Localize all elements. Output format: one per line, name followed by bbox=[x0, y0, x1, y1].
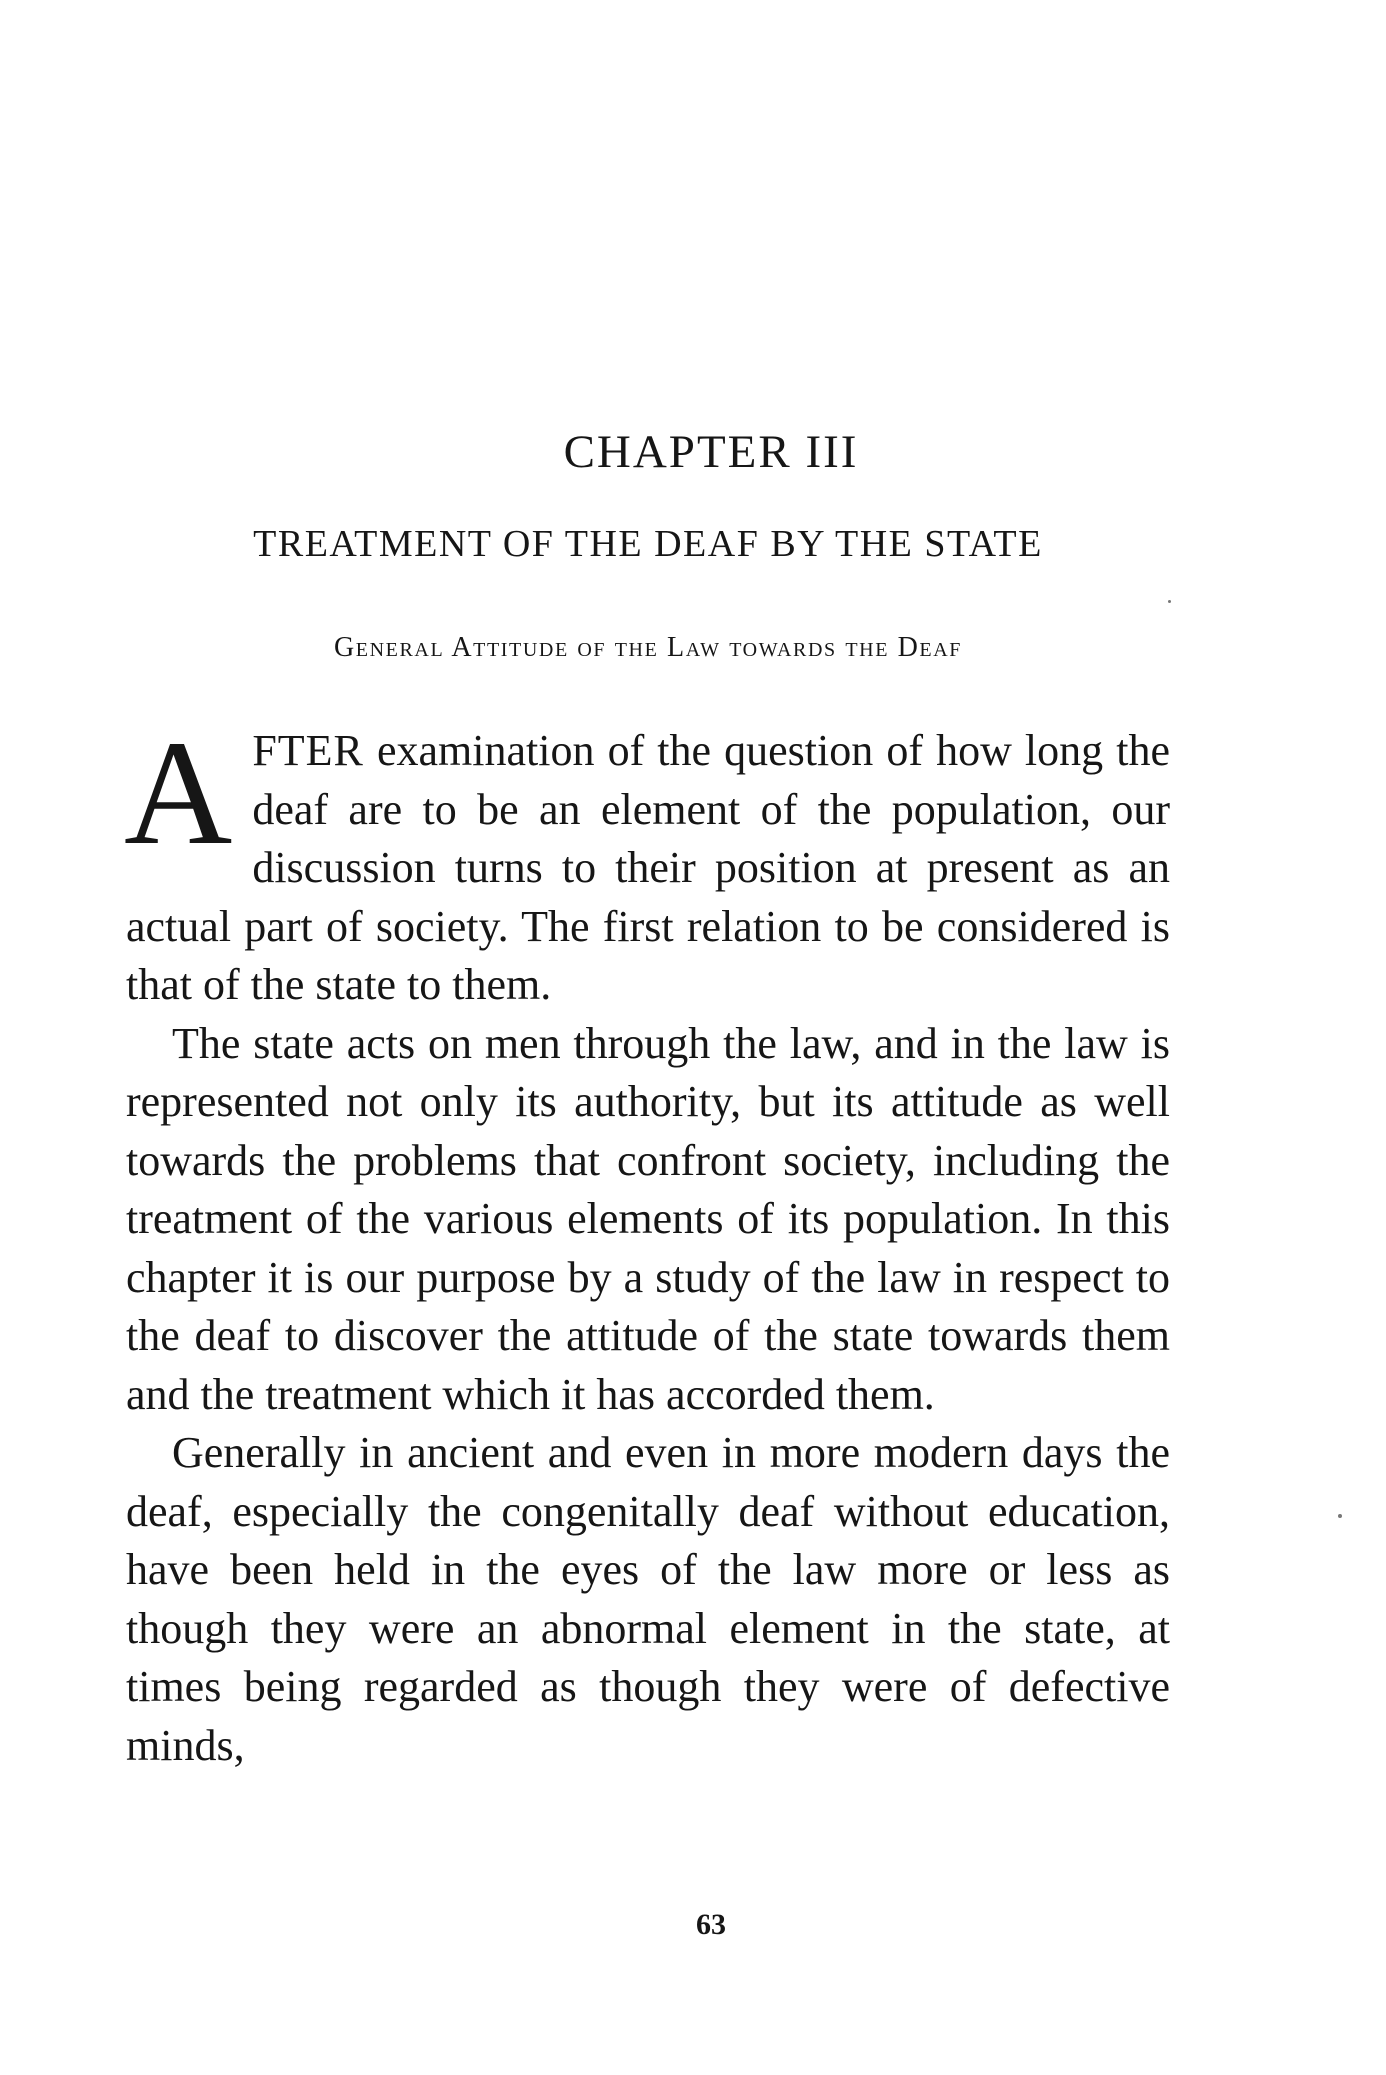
section-heading: General Attitude of the Law towards the Deaf bbox=[333, 632, 963, 663]
paragraph-1 bbox=[124, 710, 1170, 1015]
paragraph-2: The state acts on men through the law, and in the law is represented not only its authority, but its attitude as well towards the problems that confront society, including the treatment of the various elements of its population. In this chapter it is our purpose by a study of the law in respect to the deaf to discover the attitude of the state towards them and the treatment which it has accorded them. bbox=[126, 1018, 1170, 1419]
paper-speck bbox=[1338, 1514, 1342, 1518]
paragraph-1-opening: FTER bbox=[252, 726, 364, 775]
page-number: 63 bbox=[696, 1908, 726, 1941]
chapter-heading: CHAPTER III bbox=[563, 426, 859, 478]
paragraph-1-text: examination of the question of how long the deaf are to be an element of the population, our discussion turns to their position at present as an actual part of society. The first relation to be considered is that of the state to them. bbox=[126, 726, 1170, 1009]
paper-speck bbox=[1168, 600, 1171, 603]
chapter-title: TREATMENT OF THE DEAF BY THE STATE bbox=[253, 523, 1043, 565]
body-text bbox=[124, 710, 1170, 1775]
drop-cap: A bbox=[124, 710, 233, 876]
paragraph-3: Generally in ancient and even in more modern days the deaf, especially the congenitally deaf without education, have been held in the eyes of the law more or less as though they were an abnormal element in the state, at times being regarded as though they were of defective minds, bbox=[126, 1428, 1170, 1770]
